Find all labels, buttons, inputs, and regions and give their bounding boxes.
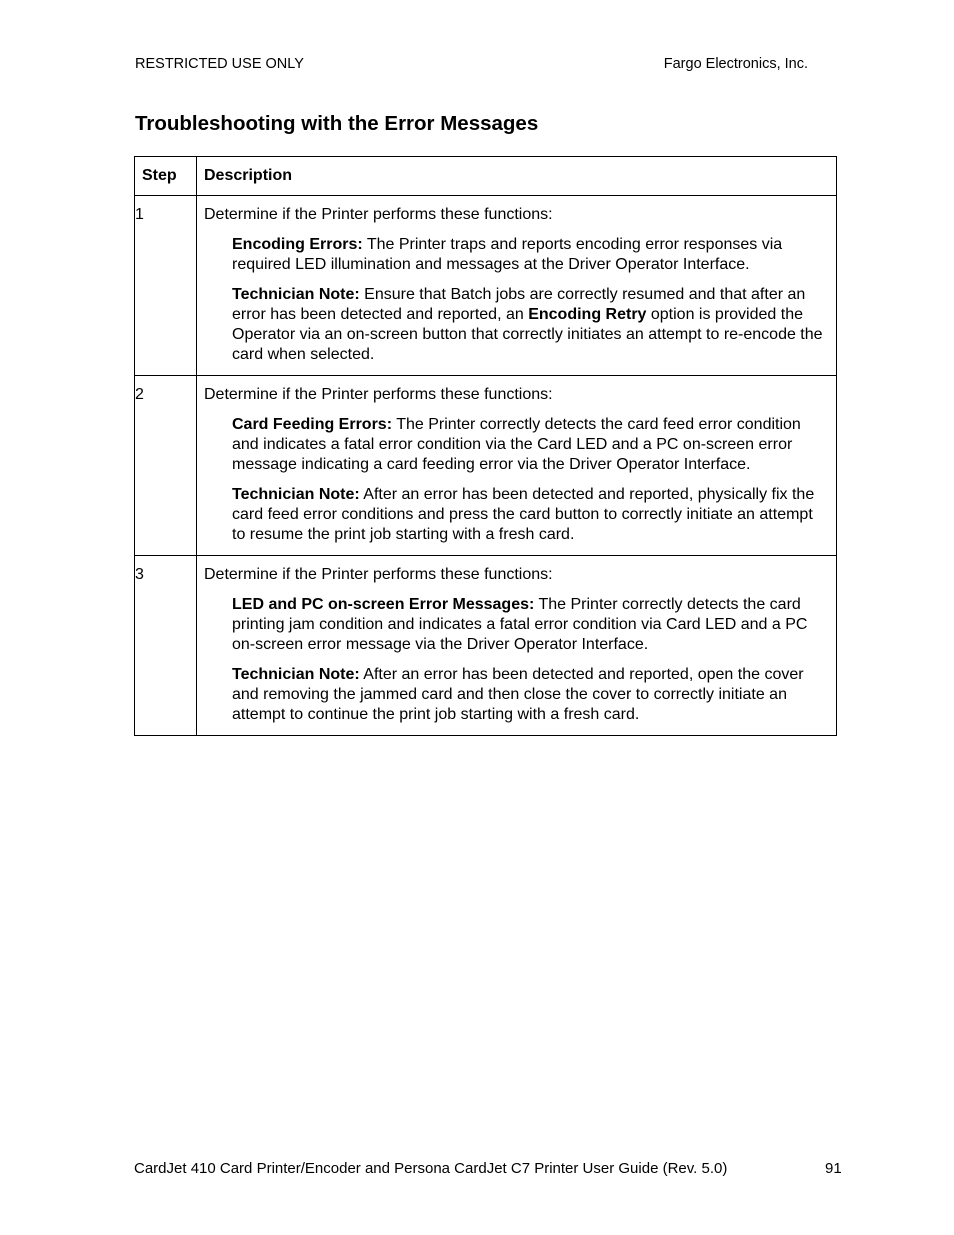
table-row: [135, 196, 837, 376]
step-description: [197, 196, 837, 376]
note-text: Ensure that Batch jobs are correctly resumed and that after an error has been detected and reported, an: [232, 286, 806, 323]
technician-note: [232, 285, 830, 365]
step-description: [197, 376, 837, 556]
error-paragraph: [232, 415, 830, 475]
error-label: LED and PC on-screen Error Messages:: [232, 596, 535, 613]
error-text: The Printer correctly detects the card printing jam condition and indicates a fatal error condition via Card LED and a PC on-screen error message via the Driver Operator Interface.: [232, 596, 808, 653]
error-text: The Printer traps and reports encoding error responses via required LED illumination and messages at the Driver Operator Interface.: [232, 236, 783, 273]
error-text: The Printer correctly detects the card feed error condition and indicates a fatal error condition via the Card LED and a PC on-screen error message indicating a card feeding error via the Driver Operator Interface.: [232, 416, 801, 473]
troubleshooting-table: [134, 156, 837, 736]
technician-note: [232, 485, 830, 545]
step-number: 1: [135, 196, 197, 376]
step-number: 3: [135, 556, 197, 736]
error-paragraph: [232, 235, 830, 275]
error-label: Encoding Errors:: [232, 236, 363, 253]
note-text: After an error has been detected and reported, physically fix the card feed error conditions and press the card button to correctly initiate an attempt to resume the print job starting with a fresh card.: [232, 486, 815, 543]
note-text-continued: option is provided the Operator via an on-screen button that correctly initiates an attempt to re-encode the card when selected.: [232, 306, 823, 363]
note-label: Technician Note:: [232, 286, 360, 303]
header-company: Fargo Electronics, Inc.: [663, 56, 808, 72]
encoding-retry-term: Encoding Retry: [528, 306, 647, 323]
technician-note: [232, 665, 830, 725]
column-header-description: Description: [197, 157, 837, 196]
step-description: [197, 556, 837, 736]
error-label: Card Feeding Errors:: [232, 416, 393, 433]
error-paragraph: [232, 595, 830, 655]
step-number: 2: [135, 376, 197, 556]
page-number: 91: [825, 1160, 842, 1177]
column-header-step: Step: [135, 157, 197, 196]
note-text: After an error has been detected and reported, open the cover and removing the jammed card and then close the cover to correctly initiate an attempt to continue the print job starting with a fresh card.: [232, 666, 804, 723]
footer-document-title: CardJet 410 Card Printer/Encoder and Persona CardJet C7 Printer User Guide (Rev. 5.0): [134, 1160, 728, 1177]
step-intro: Determine if the Printer performs these functions:: [204, 386, 553, 403]
header-restricted-notice: RESTRICTED USE ONLY: [135, 56, 304, 72]
step-intro: Determine if the Printer performs these functions:: [204, 566, 553, 583]
note-label: Technician Note:: [232, 486, 360, 503]
table-row: [135, 376, 837, 556]
step-intro: Determine if the Printer performs these functions:: [204, 206, 553, 223]
table-row: [135, 556, 837, 736]
note-label: Technician Note:: [232, 666, 360, 683]
table-header-row: [135, 157, 837, 196]
page-title: Troubleshooting with the Error Messages: [135, 112, 539, 135]
